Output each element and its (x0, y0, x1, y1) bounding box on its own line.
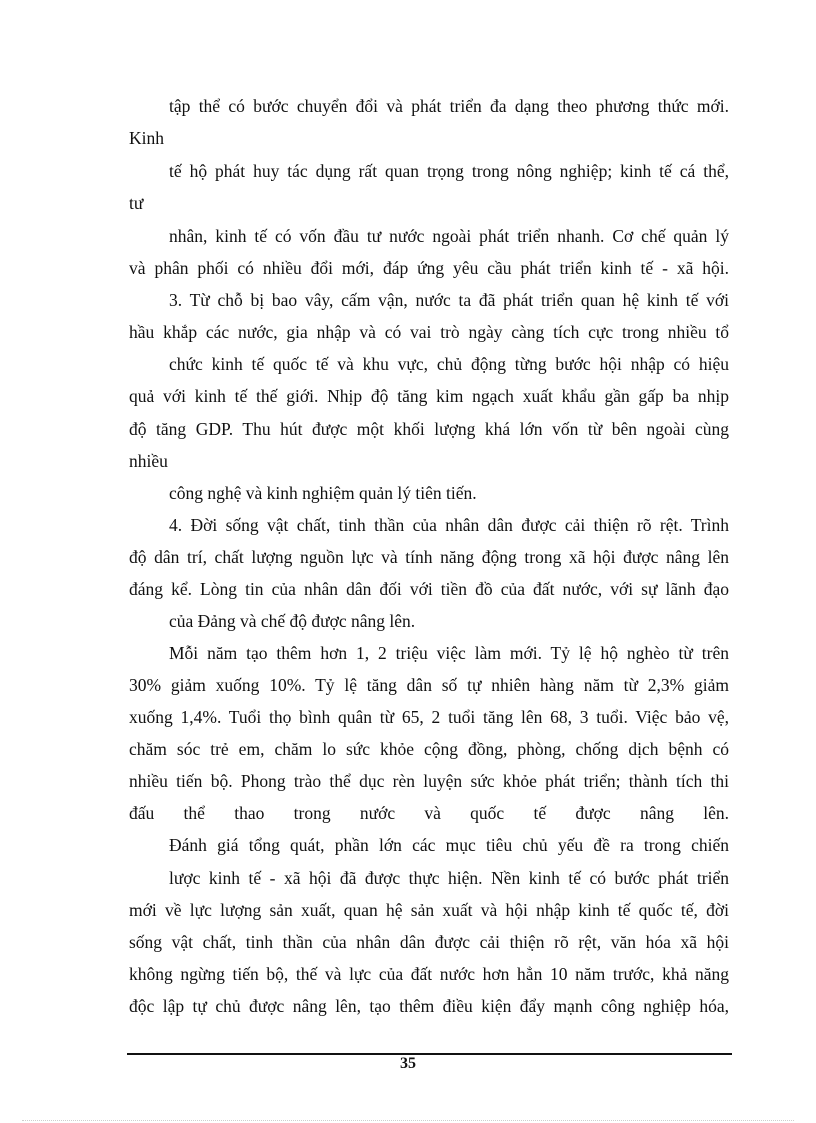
body-line-12: nhiều (129, 451, 168, 471)
body-line-5: nhân, kinh tế có vốn đầu tư nước ngoài phát triển nhanh. Cơ chế quản lý (169, 226, 729, 246)
body-line-18: Mỗi năm tạo thêm hơn 1, 2 triệu việc làm mới. Tỷ lệ hộ nghèo từ trên (169, 643, 729, 663)
body-line-8: hầu khắp các nước, gia nhập và có vai trò ngày càng tích cực trong nhiều tổ (129, 322, 729, 342)
page-bottom-dotted-border (22, 1120, 794, 1121)
body-line-4: tư (129, 193, 144, 213)
body-line-29: độc lập tự chủ được nâng lên, tạo thêm điều kiện đẩy mạnh công nghiệp hóa, (129, 996, 729, 1016)
body-line-2: Kinh (129, 128, 164, 148)
body-line-24: Đánh giá tổng quát, phần lớn các mục tiêu chủ yếu đề ra trong chiến (169, 835, 729, 855)
body-line-21: chăm sóc trẻ em, chăm lo sức khỏe cộng đồng, phòng, chống dịch bệnh có (129, 739, 729, 759)
body-line-6: và phân phối có nhiều đổi mới, đáp ứng yêu cầu phát triển kinh tế - xã hội. (129, 258, 729, 278)
body-line-7: 3. Từ chỗ bị bao vây, cấm vận, nước ta đã phát triển quan hệ kinh tế với (169, 290, 729, 310)
body-line-27: sống vật chất, tinh thần của nhân dân được cải thiện rõ rệt, văn hóa xã hội (129, 932, 729, 952)
page-number: 35 (400, 1055, 416, 1072)
body-line-28: không ngừng tiến bộ, thế và lực của đất nước hơn hẳn 10 năm trước, khả năng (129, 964, 729, 984)
body-line-15: độ dân trí, chất lượng nguồn lực và tính năng động trong xã hội được nâng lên (129, 547, 729, 567)
body-line-3: tế hộ phát huy tác dụng rất quan trọng trong nông nghiệp; kinh tế cá thể, (169, 161, 729, 181)
body-line-10: quả với kinh tế thế giới. Nhịp độ tăng kim ngạch xuất khẩu gần gấp ba nhịp (129, 386, 729, 406)
body-line-17: của Đảng và chế độ được nâng lên. (169, 611, 416, 631)
body-line-9: chức kinh tế quốc tế và khu vực, chủ động từng bước hội nhập có hiệu (169, 354, 729, 374)
body-line-19: 30% giảm xuống 10%. Tỷ lệ tăng dân số tự nhiên hàng năm từ 2,3% giảm (129, 675, 729, 695)
body-line-1: tập thể có bước chuyển đổi và phát triển đa dạng theo phương thức mới. (169, 96, 729, 116)
body-line-20: xuống 1,4%. Tuổi thọ bình quân từ 65, 2 tuổi tăng lên 68, 3 tuổi. Việc bảo vệ, (129, 707, 729, 727)
body-line-25: lược kinh tế - xã hội đã được thực hiện. Nền kinh tế có bước phát triển (169, 868, 729, 888)
body-line-23: đấu thể thao trong nước và quốc tế được nâng lên. (129, 803, 729, 823)
body-line-22: nhiều tiến bộ. Phong trào thể dục rèn luyện sức khỏe phát triển; thành tích thi (129, 771, 729, 791)
body-line-26: mới về lực lượng sản xuất, quan hệ sản xuất và hội nhập kinh tế quốc tế, đời (129, 900, 729, 920)
body-line-11: độ tăng GDP. Thu hút được một khối lượng khá lớn vốn từ bên ngoài cùng (129, 419, 729, 439)
body-line-16: đáng kể. Lòng tin của nhân dân đối với tiền đồ của đất nước, với sự lãnh đạo (129, 579, 729, 599)
body-line-13: công nghệ và kinh nghiệm quản lý tiên tiến. (169, 483, 477, 503)
body-line-14: 4. Đời sống vật chất, tinh thần của nhân dân được cải thiện rõ rệt. Trình (169, 515, 729, 535)
